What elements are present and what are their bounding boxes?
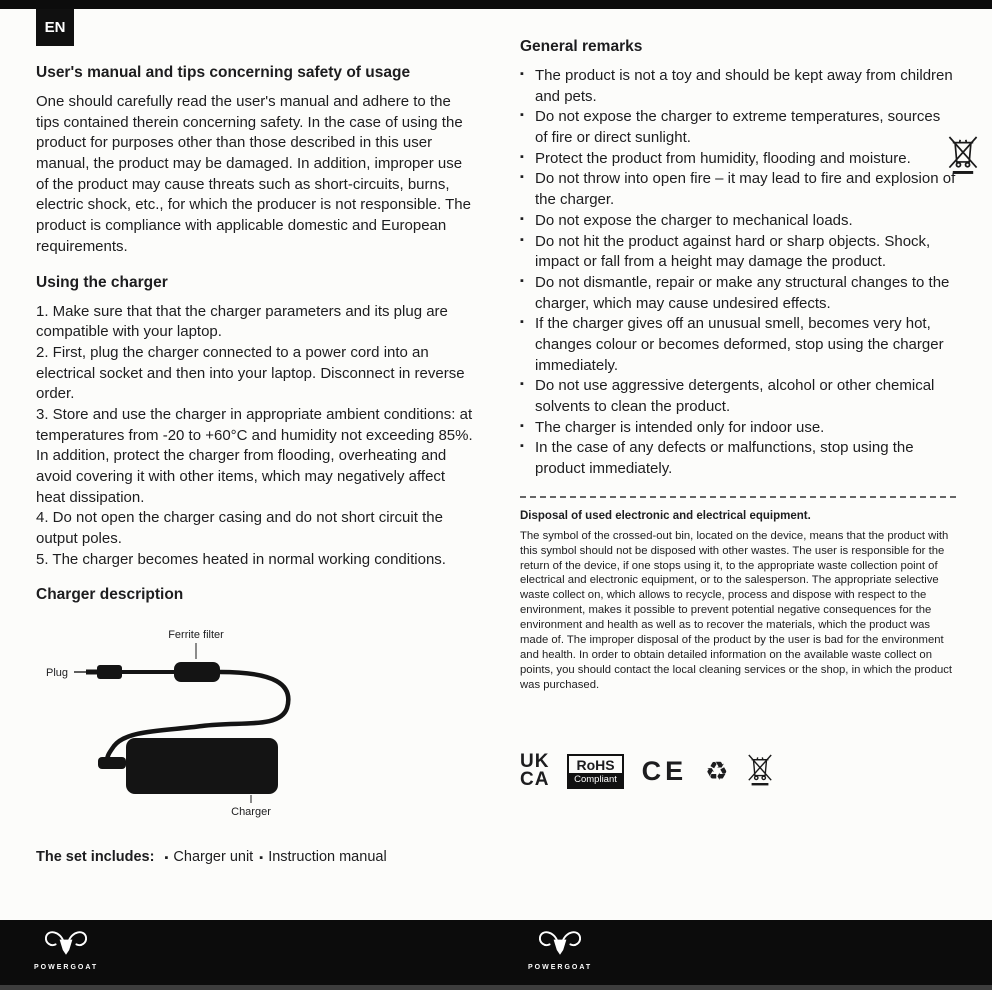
charger-brick-shape <box>126 738 278 794</box>
disposal-title: Disposal of used electronic and electrical equipment. <box>520 509 811 522</box>
remark-item: ▪ Do not use aggressive detergents, alcohol or other chemical solvents to clean the product. <box>520 376 956 417</box>
left-column <box>36 36 474 865</box>
brand-name: POWERGOAT <box>34 964 99 971</box>
remark-item: ▪ Do not expose the charger to mechanical loads. <box>520 211 956 232</box>
top-border-bar <box>0 0 992 9</box>
ukca-line2: CA <box>520 769 550 791</box>
rohs-title: RoHS <box>576 756 615 773</box>
remark-item: ▪ Do not dismantle, repair or make any structural changes to the charger, which may cause undesired effects. <box>520 273 956 314</box>
ferrite-filter-shape <box>174 662 220 682</box>
step-item: 5. The charger becomes heated in normal working conditions. <box>36 550 446 568</box>
step-item: 1. Make sure that that the charger parameters and its plug are compatible with your laptop. <box>36 302 448 341</box>
set-includes <box>36 849 474 865</box>
dashed-divider <box>520 496 956 498</box>
intro-paragraph: One should carefully read the user's manual and adhere to the tips contained therein concerning safety. In the case of using the product for purposes other than those described in this user manual, the product may be damaged. In addition, improper use of the product may cause threats such as short-circuits, burns, electric shock, etc., for which the producer is not responsible. The product is compliance with applicable domestic and European requirements. <box>36 93 471 255</box>
set-includes-item: ▪ Instruction manual <box>259 849 386 865</box>
remark-item: ▪ The charger is intended only for indoor use. <box>520 418 956 439</box>
recycling-icon: ♻ <box>705 756 729 787</box>
ce-mark: CE <box>641 755 688 786</box>
remark-item: ▪ Do not expose the charger to extreme temperatures, sources of fire or direct sunlight. <box>520 107 956 148</box>
compliance-marks <box>520 751 956 792</box>
left-title: User's manual and tips concerning safety of usage <box>36 64 411 81</box>
ukca-line1: UK <box>520 751 550 773</box>
brand-name: POWERGOAT <box>528 964 593 971</box>
bottom-brand-bar <box>0 920 992 990</box>
charger-label: Charger <box>231 806 271 819</box>
content-columns <box>36 36 956 865</box>
remark-item: ▪ In the case of any defects or malfunctions, stop using the product immediately. <box>520 438 956 479</box>
general-remarks-list <box>520 66 956 480</box>
ukca-mark <box>520 753 549 789</box>
using-charger-steps <box>36 302 474 571</box>
set-includes-label: The set includes: <box>36 849 155 866</box>
ferrite-filter-label: Ferrite filter <box>168 629 224 642</box>
remark-item: ▪ The product is not a toy and should be kept away from children and pets. <box>520 66 956 107</box>
rohs-mark <box>567 754 623 789</box>
remark-item: ▪ Protect the product from humidity, flooding and moisture. <box>520 149 956 170</box>
powergoat-logo <box>528 926 592 971</box>
step-item: 2. First, plug the charger connected to a power cord into an electrical socket and then into your laptop. Disconnect in reverse order. <box>36 343 465 403</box>
rohs-compliant-label: Compliant <box>569 773 621 787</box>
goat-icon <box>534 926 586 958</box>
language-badge: EN <box>36 9 74 46</box>
charger-description-title: Charger description <box>36 586 184 604</box>
using-charger-title: Using the charger <box>36 273 168 291</box>
disposal-text: The symbol of the crossed-out bin, located on the device, means that the product with this symbol should not be disposed with other wastes. The user is responsible for the return of the device, if one stops using it, to the appropriate waste collection point of electrical and electronic equipment, or to the salesperson. The appropriate selective waste collect on, which allows to recycle, process and dispose with respect to the environment, makes it possible to prevent potential negative consequences for the environment and health as well as to recover the materials, which the product was made of. The improper disposal of the product by the user is bad for the environment and health. In order to obtain detailed information on the available waste collect on points, you should contact the local cleaning services or the shop, in which the product was purchased. <box>520 529 953 691</box>
charger-diagram <box>36 626 396 823</box>
plug-shape <box>86 670 97 675</box>
remark-item: ▪ Do not throw into open fire – it may lead to fire and explosion of the charger. <box>520 169 956 210</box>
plug-label: Plug <box>46 667 69 680</box>
step-item: 3. Store and use the charger in appropriate ambient conditions: at temperatures from -20 to +60°C and humidity not exceeding 85%. In addition, protect the charger from flooding, overheating and avoid covering it with other items, which may negatively affect heat dissipation. <box>36 405 473 506</box>
general-remarks-title: General remarks <box>520 38 643 55</box>
remark-item: ▪ Do not hit the product against hard or sharp objects. Shock, impact or fall from a height may damage the product. <box>520 232 956 273</box>
right-column <box>520 36 956 865</box>
powergoat-logo <box>34 926 98 971</box>
set-includes-item: ▪ Charger unit <box>164 849 253 865</box>
step-item: 4. Do not open the charger casing and do not short circuit the output poles. <box>36 509 443 548</box>
weee-crossed-bin-icon <box>746 751 774 792</box>
remark-item: ▪ If the charger gives off an unusual smell, becomes very hot, changes colour or becomes deformed, stop using the charger immediately. <box>520 314 956 376</box>
goat-icon <box>40 926 92 958</box>
